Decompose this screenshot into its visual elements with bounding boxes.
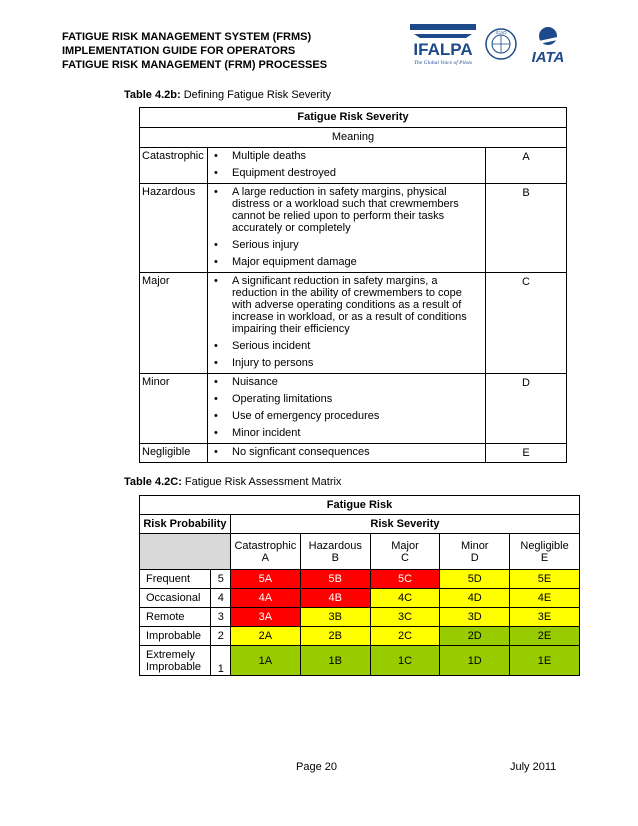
severity-level: Negligible xyxy=(140,444,208,463)
matrix-caption-label: Table 4.2C: xyxy=(124,476,182,488)
list-item: • Equipment destroyed xyxy=(208,167,477,179)
matrix-cell: 2B xyxy=(300,627,370,646)
matrix-cell: 1D xyxy=(440,646,510,676)
severity-level: Major xyxy=(140,273,208,374)
list-item: • A significant reduction in safety margins, a reduction in the ability of crewmembers to cope with adverse operating conditions as a result of increase in workload, or as a result of conditions impairing their efficiency xyxy=(208,275,477,335)
matrix-cell: 4B xyxy=(300,589,370,608)
list-item: • Use of emergency procedures xyxy=(208,410,477,422)
severity-meaning-list xyxy=(208,374,485,443)
matrix-cell: 3B xyxy=(300,608,370,627)
severity-column-header: Hazardous B xyxy=(300,534,370,570)
severity-level: Catastrophic xyxy=(140,148,208,184)
matrix-cell: 5E xyxy=(510,570,580,589)
list-item: • Multiple deaths xyxy=(208,150,477,162)
severity-row-catastrophic xyxy=(140,148,567,184)
severity-column-header: Major C xyxy=(370,534,440,570)
matrix-cell: 3E xyxy=(510,608,580,627)
ifalpa-tagline: The Global Voice of Pilots xyxy=(413,60,473,66)
matrix-row-occasional xyxy=(140,589,580,608)
severity-meaning-header: Meaning xyxy=(140,128,567,148)
severity-meaning-list xyxy=(208,444,485,462)
matrix-cell: 5A xyxy=(230,570,300,589)
risk-probability-header: Risk Probability xyxy=(140,515,231,534)
probability-label: Occasional xyxy=(140,589,211,608)
matrix-row-improbable xyxy=(140,627,580,646)
matrix-cell: 4A xyxy=(230,589,300,608)
matrix-cell: 1B xyxy=(300,646,370,676)
logo-strip-graphic xyxy=(408,22,576,70)
probability-value: 1 xyxy=(210,646,230,676)
severity-table xyxy=(139,107,567,463)
severity-code: E xyxy=(486,444,567,463)
matrix-cell: 2E xyxy=(510,627,580,646)
matrix-cell: 5B xyxy=(300,570,370,589)
document-header xyxy=(62,30,327,72)
page-number: Page 20 xyxy=(296,761,337,773)
matrix-cell: 5C xyxy=(370,570,440,589)
severity-table-title: Fatigue Risk Severity xyxy=(140,108,567,128)
severity-meaning-list xyxy=(208,148,485,183)
severity-meaning-list xyxy=(208,184,485,272)
severity-table-caption xyxy=(124,89,331,101)
probability-value: 5 xyxy=(210,570,230,589)
risk-matrix-table xyxy=(139,495,580,676)
list-item: • Operating limitations xyxy=(208,393,477,405)
list-item: • Nuisance xyxy=(208,376,477,388)
severity-code: C xyxy=(486,273,567,374)
severity-caption-text: Defining Fatigue Risk Severity xyxy=(180,89,332,101)
severity-column-header: Catastrophic A xyxy=(230,534,300,570)
matrix-cell: 1A xyxy=(230,646,300,676)
list-item: • No signficant consequences xyxy=(208,446,477,458)
matrix-cell: 5D xyxy=(440,570,510,589)
severity-level: Minor xyxy=(140,374,208,444)
matrix-row-frequent xyxy=(140,570,580,589)
matrix-cell: 4C xyxy=(370,589,440,608)
ifalpa-wordmark: IFALPA xyxy=(413,40,473,59)
matrix-corner-cell xyxy=(140,534,231,570)
matrix-cell: 2C xyxy=(370,627,440,646)
list-item: • Injury to persons xyxy=(208,357,477,369)
severity-code: A xyxy=(486,148,567,184)
matrix-cell: 2A xyxy=(230,627,300,646)
matrix-row-remote xyxy=(140,608,580,627)
severity-meaning-list xyxy=(208,273,485,373)
list-item: • Serious incident xyxy=(208,340,477,352)
iata-logo xyxy=(532,27,565,66)
list-item: • A large reduction in safety margins, physical distress or a workload such that crewmembers cannot be relied upon to perform their tasks accurately or completely xyxy=(208,186,477,234)
probability-label: Frequent xyxy=(140,570,211,589)
matrix-cell: 3C xyxy=(370,608,440,627)
matrix-cell: 3A xyxy=(230,608,300,627)
severity-code: B xyxy=(486,184,567,273)
matrix-cell: 1C xyxy=(370,646,440,676)
probability-value: 4 xyxy=(210,589,230,608)
document-date: July 2011 xyxy=(510,761,557,773)
severity-row-negligible xyxy=(140,444,567,463)
list-item: • Minor incident xyxy=(208,427,477,439)
partner-logos xyxy=(408,22,576,70)
matrix-cell: 2D xyxy=(440,627,510,646)
matrix-caption-text: Fatigue Risk Assessment Matrix xyxy=(181,476,342,488)
icao-logo xyxy=(486,29,516,59)
matrix-title: Fatigue Risk xyxy=(140,496,580,515)
matrix-table-caption xyxy=(124,476,341,488)
matrix-cell: 4D xyxy=(440,589,510,608)
header-line-2: IMPLEMENTATION GUIDE FOR OPERATORS xyxy=(62,45,296,57)
severity-column-header: Minor D xyxy=(440,534,510,570)
matrix-cell: 1E xyxy=(510,646,580,676)
probability-label: Extremely Improbable xyxy=(140,646,211,676)
probability-value: 3 xyxy=(210,608,230,627)
matrix-cell: 3D xyxy=(440,608,510,627)
list-item: • Major equipment damage xyxy=(208,256,477,268)
header-line-1: FATIGUE RISK MANAGEMENT SYSTEM (FRMS) xyxy=(62,31,312,43)
severity-caption-label: Table 4.2b: xyxy=(124,89,181,101)
matrix-row-extremely-improbable xyxy=(140,646,580,676)
probability-value: 2 xyxy=(210,627,230,646)
list-item: • Serious injury xyxy=(208,239,477,251)
severity-code: D xyxy=(486,374,567,444)
severity-level: Hazardous xyxy=(140,184,208,273)
probability-label: Remote xyxy=(140,608,211,627)
severity-row-major xyxy=(140,273,567,374)
severity-column-header: Negligible E xyxy=(510,534,580,570)
header-line-3: FATIGUE RISK MANAGEMENT (FRM) PROCESSES xyxy=(62,59,328,71)
ifalpa-logo xyxy=(410,24,476,66)
probability-label: Improbable xyxy=(140,627,211,646)
matrix-cell: 4E xyxy=(510,589,580,608)
severity-row-hazardous xyxy=(140,184,567,273)
iata-wordmark: IATA xyxy=(531,49,565,66)
severity-row-minor xyxy=(140,374,567,444)
risk-severity-header: Risk Severity xyxy=(230,515,579,534)
icao-label: ICAO xyxy=(495,30,507,35)
